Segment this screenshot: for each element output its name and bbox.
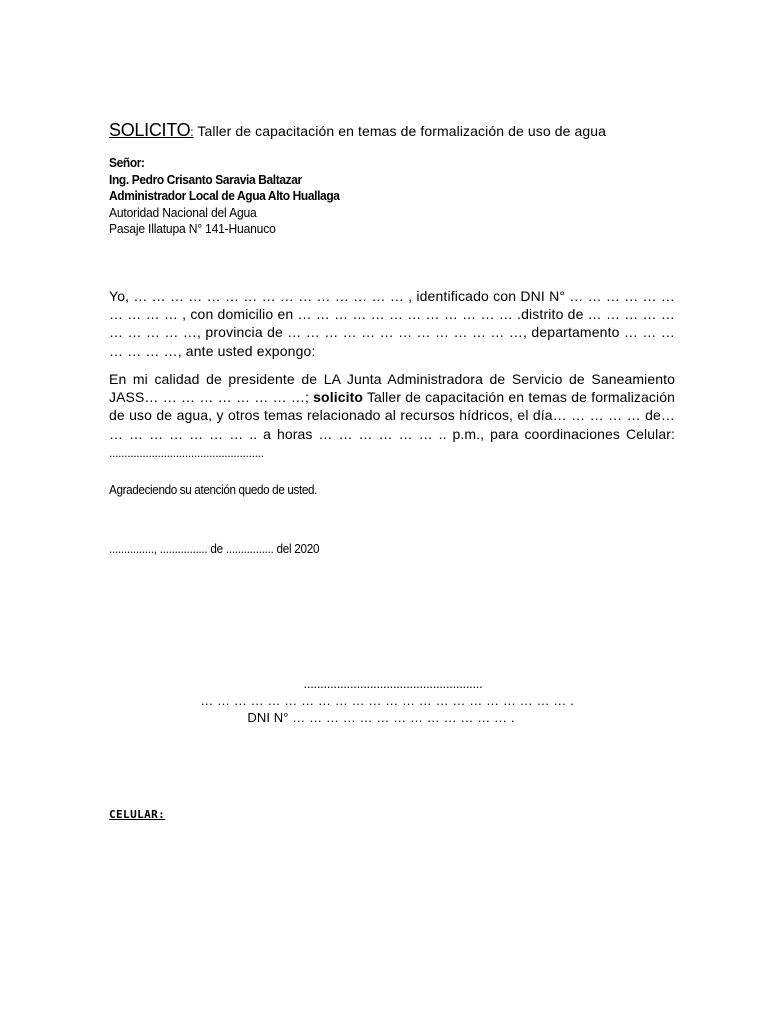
subject-line: [109, 120, 689, 141]
subject-text: Taller de capacitación en temas de formalización de uso de agua: [193, 123, 607, 139]
addressee-address: Pasaje Illatupa N° 141-Huanuco: [109, 221, 276, 236]
celular-blank: ...................................................: [109, 445, 264, 460]
request-text-after: Taller de capacitación en temas de formalización de uso de agua, y otros temas relacionado al recursos hídricos, el día… … … … … de… … … … … … … … .. a horas … … … … … … .. p.m., para coordinaciones Celular:: [109, 389, 675, 442]
paragraph-request: [109, 370, 675, 462]
date-line: ..............., ................ de ................ del 2020: [109, 541, 320, 556]
signature-line: ......................................................: [303, 676, 483, 691]
subject-label: SOLICITO: [109, 120, 191, 140]
celular-label: CELULAR:: [109, 808, 166, 821]
addressee-organization: Autoridad Nacional del Agua: [109, 204, 257, 220]
closing-thanks: Agradeciendo su atención quedo de usted.: [109, 482, 318, 497]
salutation: Señor:: [109, 155, 145, 170]
addressee-name: Ing. Pedro Crisanto Saravia Baltazar: [109, 171, 302, 187]
request-bold-word: solicito: [313, 389, 363, 406]
subject-colon: :: [190, 125, 194, 139]
addressee-position: Administrador Local de Agua Alto Huallaga: [109, 188, 340, 203]
paragraph-identification: Yo, … … … … … … … … … … … … … … … , identificado con DNI N° … … … … … … … … … … , con domicilio en … … … … … … … … … … … … .distrito de … … … … … … … … … …, provincia de … … … … … … … … … … … … …, departamento … … … … … … …, ante usted expongo:: [109, 288, 675, 359]
request-text-before: En mi calidad de presidente de LA Junta Administradora de Servicio de Saneamiento JASS… … … … … … … … …;: [109, 371, 675, 406]
signature-name-blank: … … … … … … … … … … … … … … … … … … … … … … .: [200, 693, 574, 708]
signature-dni-blank: DNI N° … … … … … … … … … … … … … .: [247, 710, 515, 725]
addressee-block: [109, 155, 669, 238]
